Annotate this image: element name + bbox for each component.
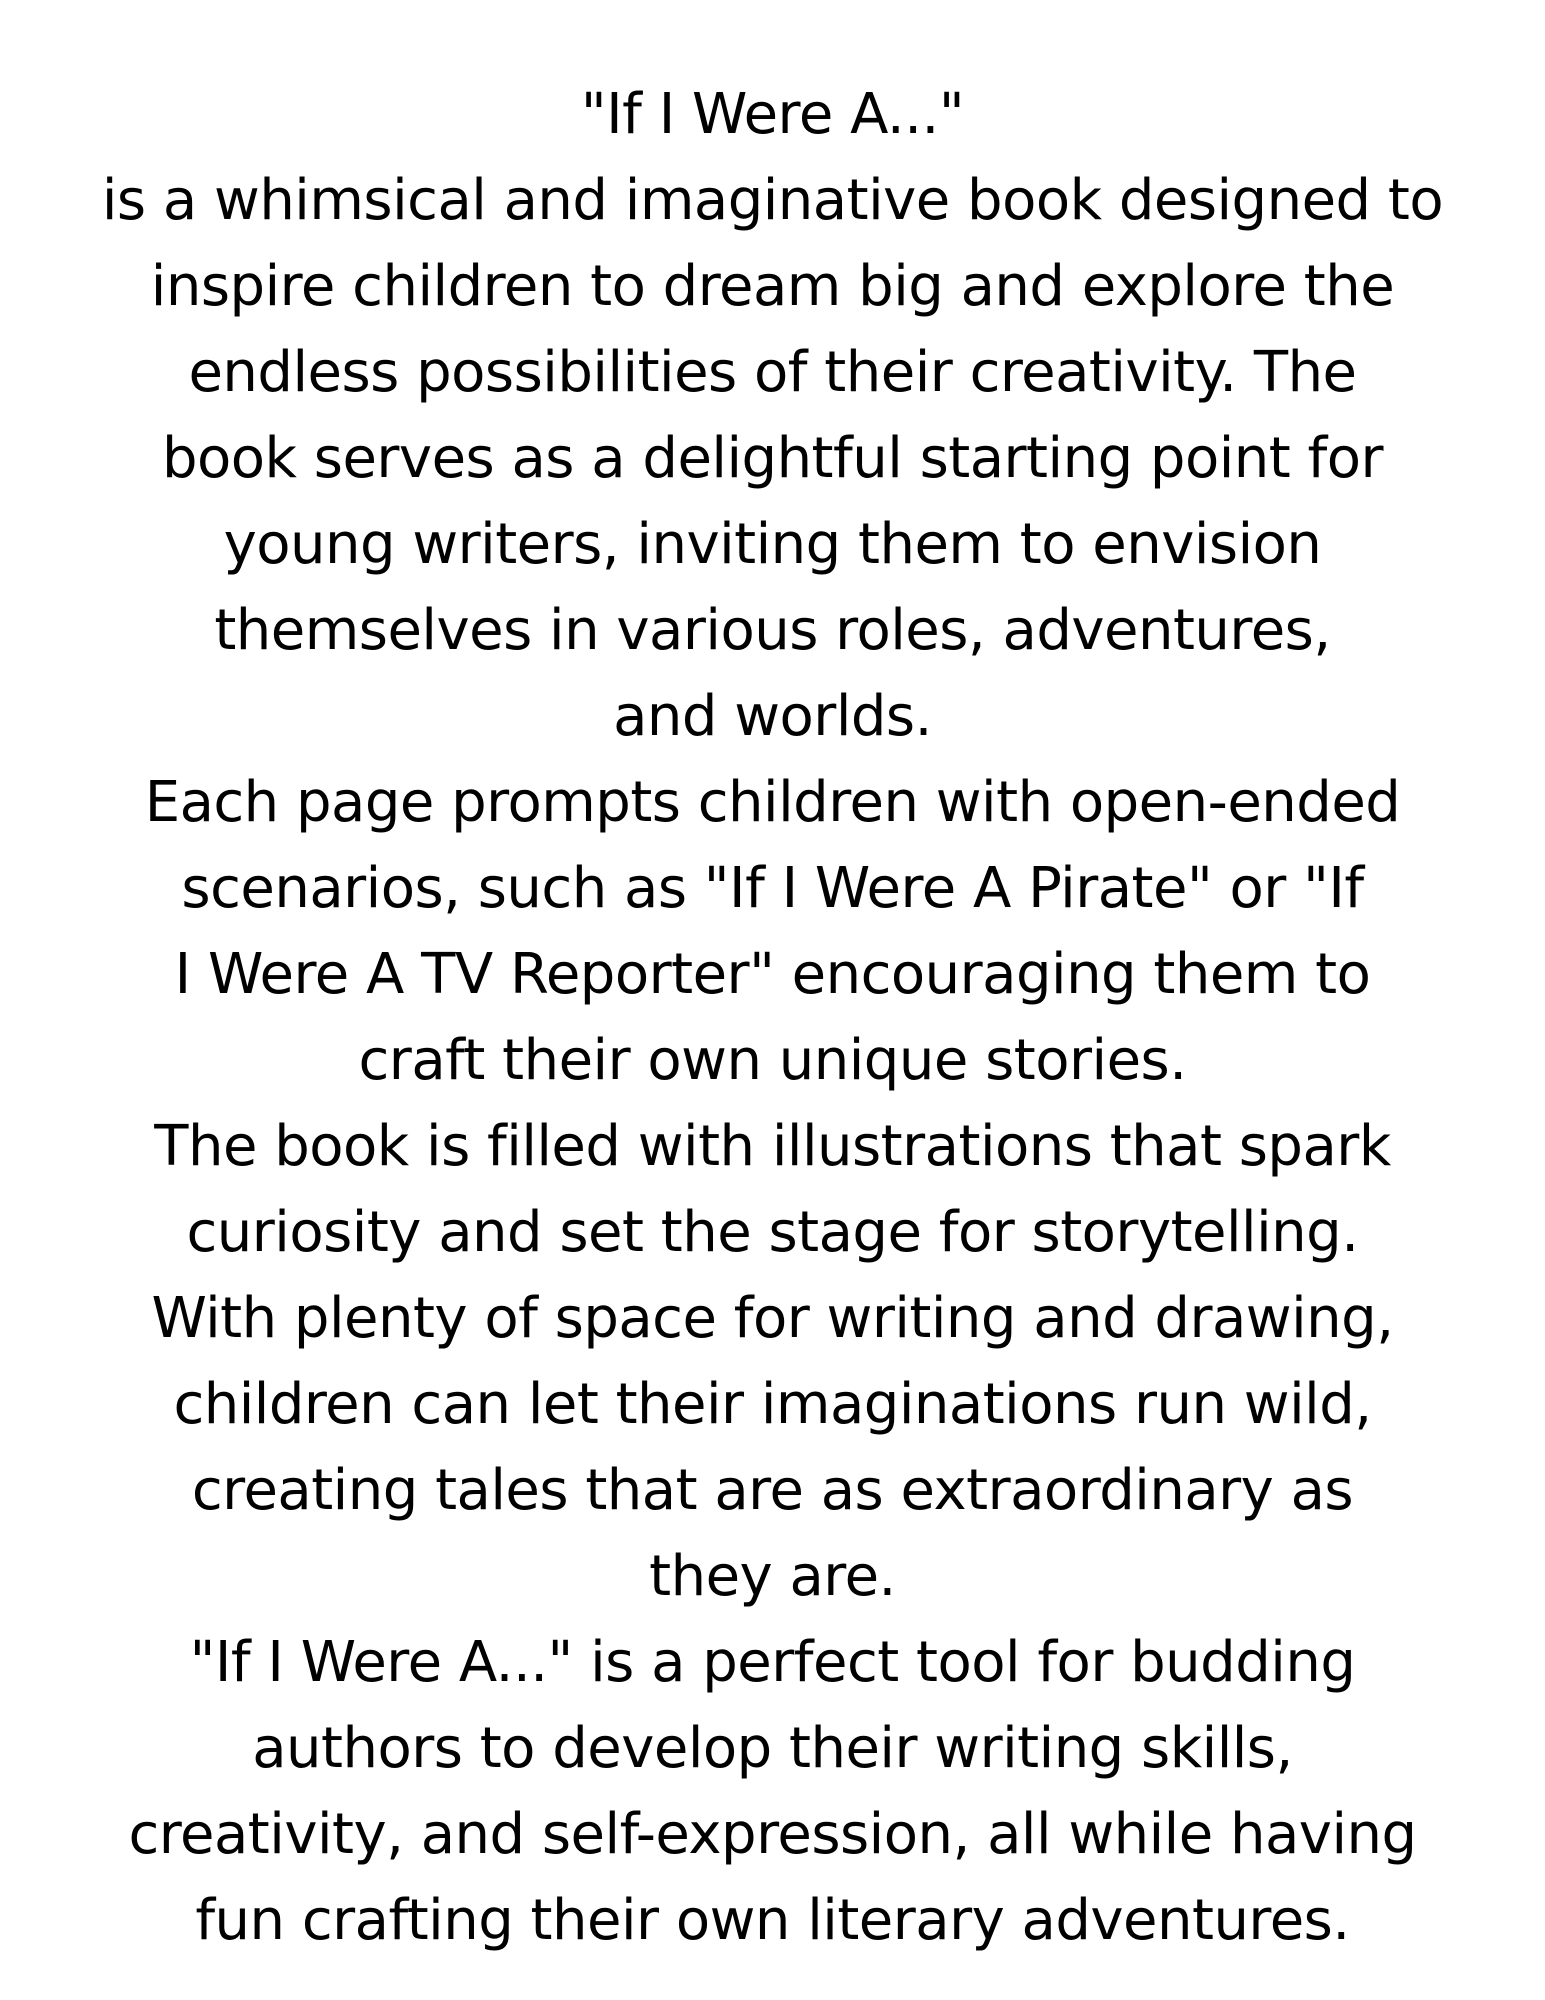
text-line: book serves as a delightful starting point for [161, 426, 1384, 491]
document-title: "If I Were A..." [580, 82, 965, 147]
text-line: authors to develop their writing skills, [252, 1716, 1293, 1781]
text-line: children can let their imaginations run wild, [173, 1372, 1372, 1437]
text-line: The book is filled with illustrations that spark [154, 1114, 1391, 1179]
text-line: inspire children to dream big and explore the [150, 254, 1395, 319]
text-line: endless possibilities of their creativity. The [188, 340, 1357, 405]
text-line: and worlds. [613, 684, 932, 749]
text-line: craft their own unique stories. [358, 1028, 1187, 1093]
text-line: creating tales that are as extraordinary as [191, 1458, 1354, 1523]
text-line: they are. [649, 1544, 896, 1609]
text-line: With plenty of space for writing and drawing, [151, 1286, 1394, 1351]
text-line: young writers, inviting them to envision [223, 512, 1322, 577]
text-line: is a whimsical and imaginative book designed to [101, 168, 1444, 233]
text-line: scenarios, such as "If I Were A Pirate" or "If [181, 856, 1364, 921]
text-line: curiosity and set the stage for storytelling. [186, 1200, 1359, 1265]
text-line: fun crafting their own literary adventures. [195, 1888, 1350, 1953]
text-line: "If I Were A..." is a perfect tool for budding [189, 1630, 1356, 1695]
text-line: Each page prompts children with open-ended [144, 770, 1401, 835]
text-line: creativity, and self-expression, all while having [128, 1802, 1417, 1867]
text-line: themselves in various roles, adventures, [214, 598, 1331, 663]
text-line: I Were A TV Reporter" encouraging them to [174, 942, 1371, 1007]
